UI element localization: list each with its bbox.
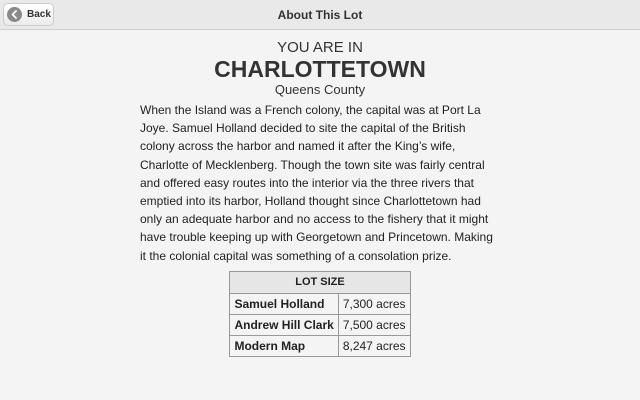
lot-size-acres: 7,300 acres (338, 293, 410, 314)
town-name: CHARLOTTETOWN (214, 56, 426, 82)
page-title: About This Lot (277, 8, 363, 22)
lot-size-heading: LOT SIZE (230, 271, 410, 293)
lot-size-acres: 7,500 acres (338, 314, 410, 335)
table-row (230, 314, 410, 335)
lot-size-table (229, 271, 410, 357)
county-name: Queens County (274, 82, 366, 97)
header-bar (0, 0, 640, 30)
lot-description: When the Island was a French colony, the capital was at Port La Joye. Samuel Holland decided to site the capital of the British colony across the harbor and named it after the King’s wife, Charlotte of Mecklenberg. Though the town site was fairly central and offered easy routes into the interior via the three rivers that emptied into its harbor, Holland thought since Charlottetown had only an adequate harbor and no access to the fishery that it might have trouble keeping up with Georgetown and Princetown. Making it the colonial capital was something of a consolation prize. (140, 103, 493, 263)
back-button-label: Back (27, 9, 51, 20)
back-button[interactable] (3, 3, 54, 26)
location-intro: YOU ARE IN (277, 39, 363, 56)
lot-size-acres: 8,247 acres (338, 335, 410, 356)
lot-size-source: Andrew Hill Clark (230, 314, 338, 335)
table-row (230, 335, 410, 356)
chevron-left-icon (7, 7, 22, 22)
table-row (230, 293, 410, 314)
lot-info-content (0, 30, 640, 357)
lot-size-source: Samuel Holland (230, 293, 338, 314)
lot-size-source: Modern Map (230, 335, 338, 356)
